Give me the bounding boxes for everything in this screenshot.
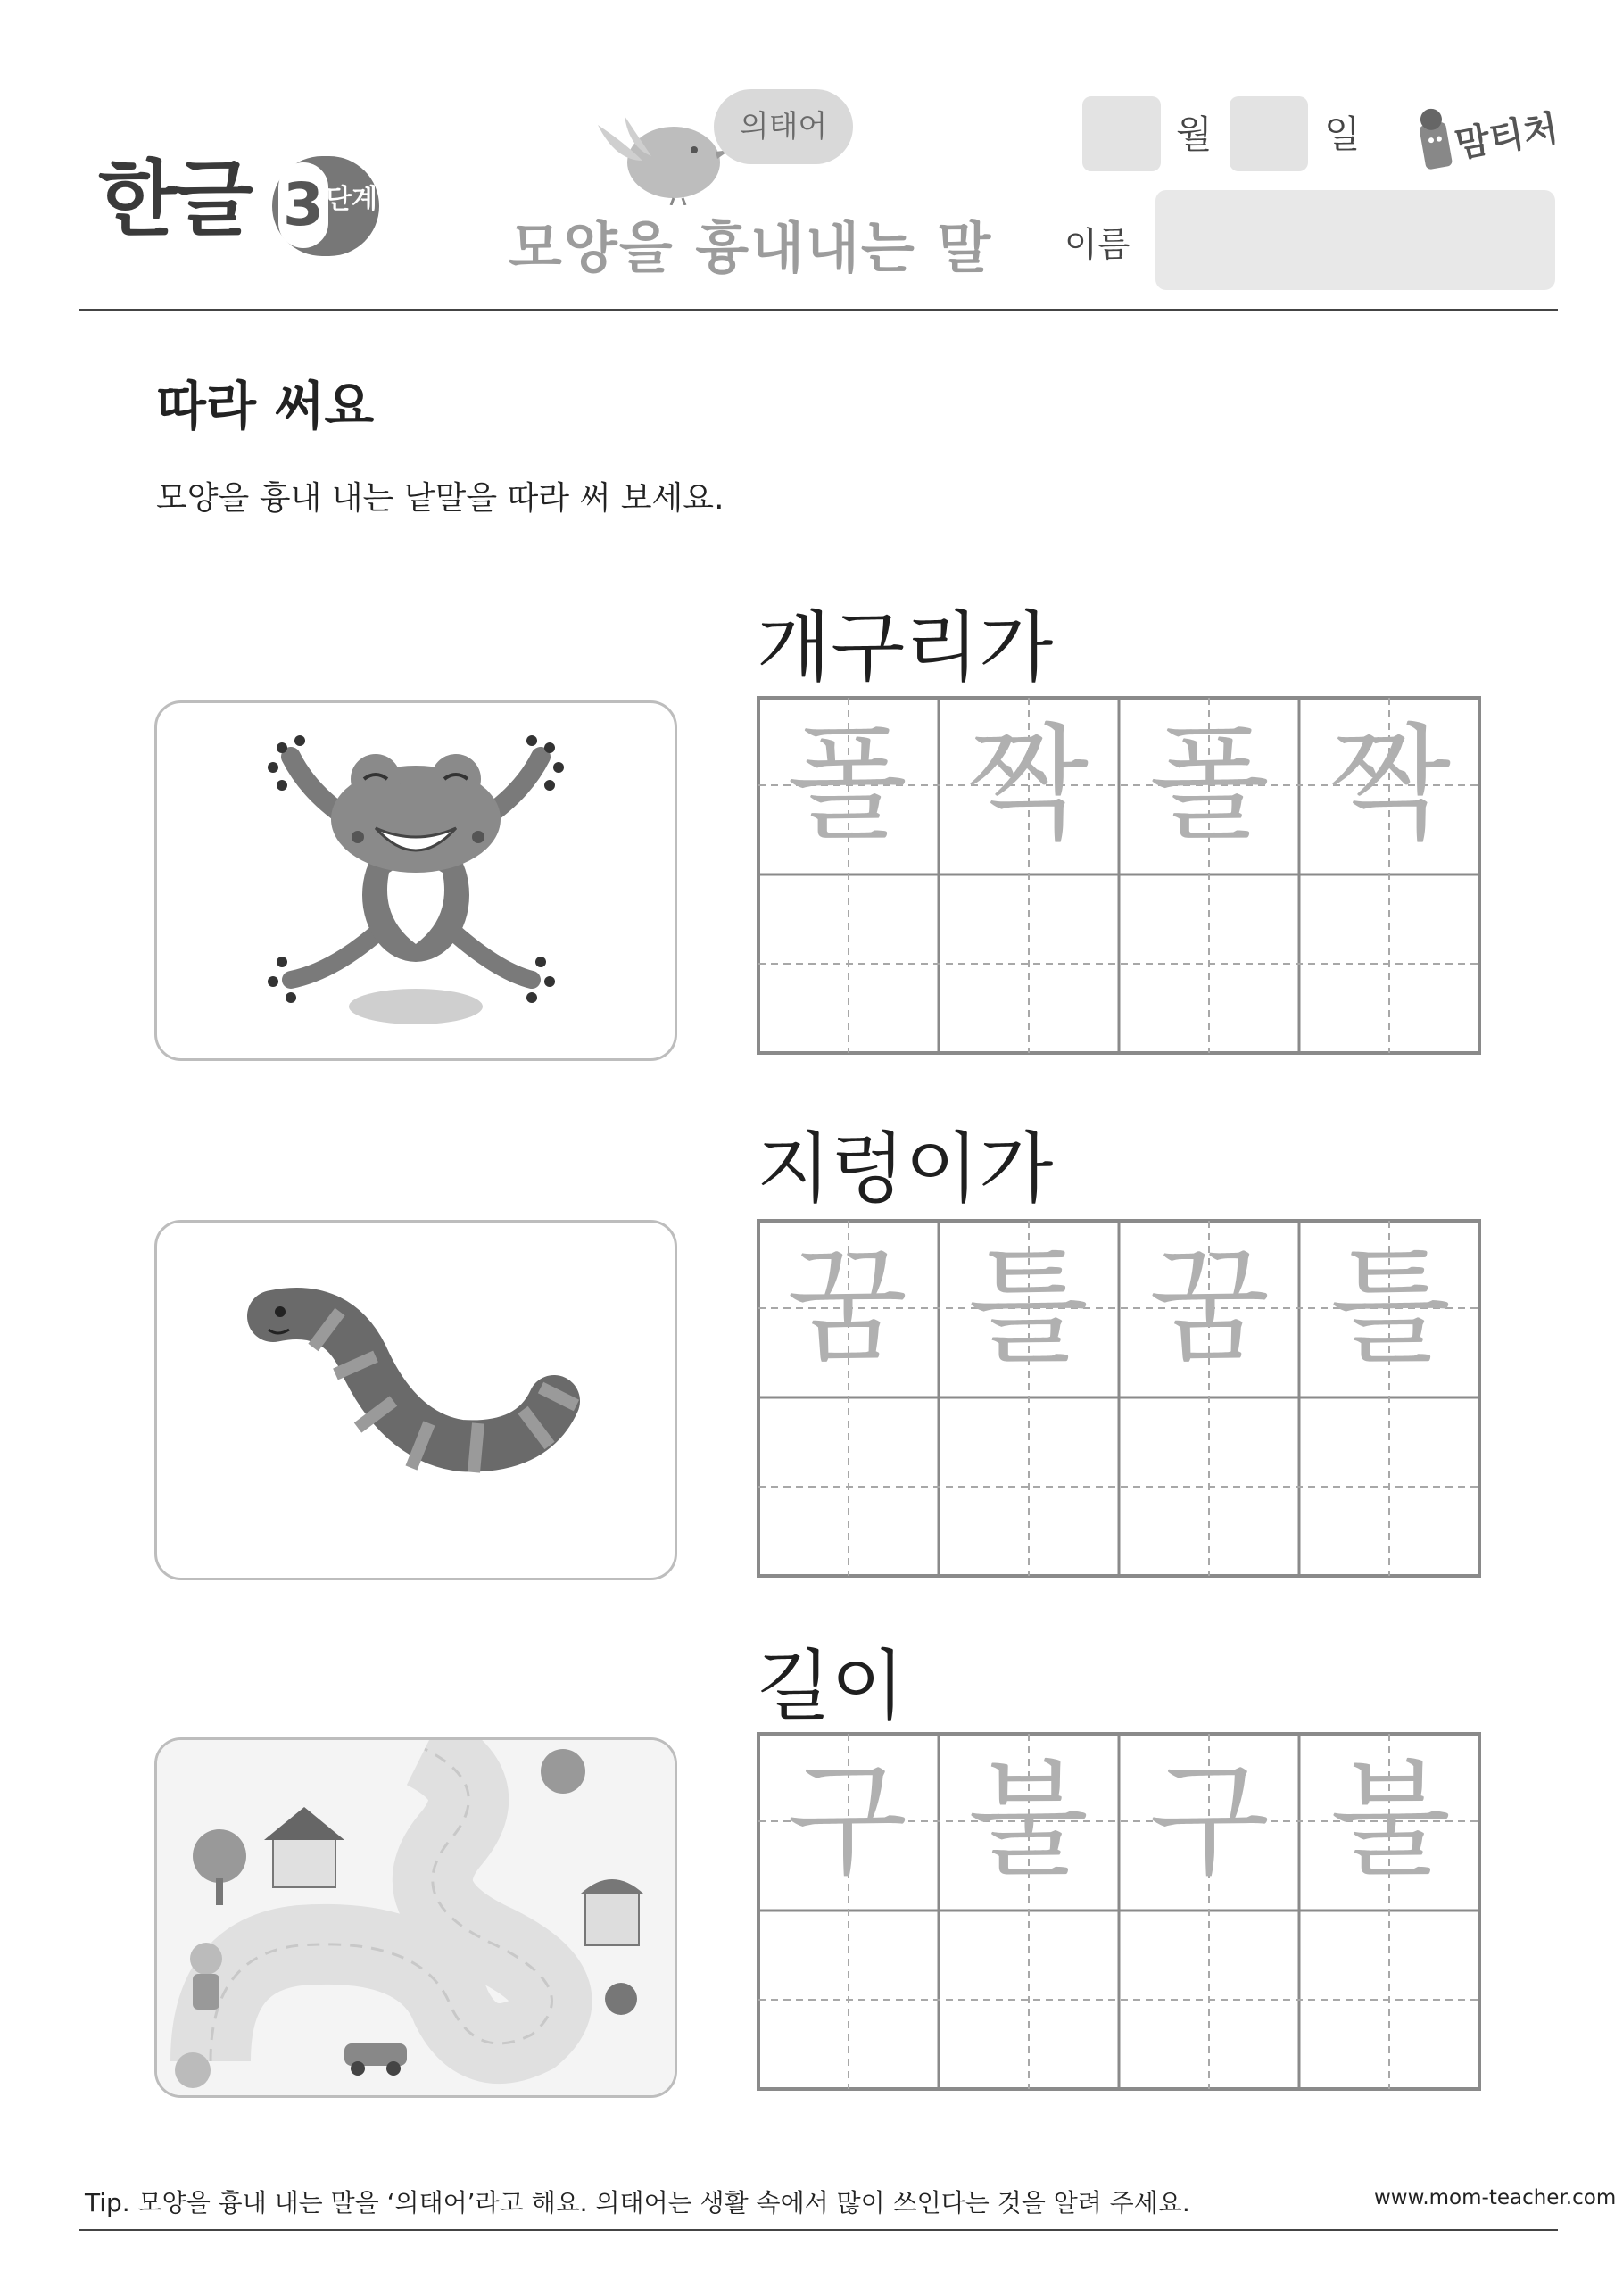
exercise-word-3: 길이	[757, 1642, 906, 1731]
trace-char: 폴	[786, 712, 908, 858]
trace-char: 폴	[1148, 712, 1271, 858]
name-input[interactable]	[1155, 190, 1555, 290]
month-label: 월	[1176, 112, 1213, 156]
trace-char: 꿈	[1148, 1235, 1271, 1380]
winding-road-icon	[157, 1740, 675, 2095]
day-input[interactable]	[1230, 96, 1308, 171]
page-subtitle: 모양을 흉내내는 말	[509, 215, 993, 280]
instruction-text: 모양을 흉내 내는 낱말을 따라 써 보세요.	[156, 480, 725, 517]
logo-title: 한글	[98, 152, 250, 247]
header-divider	[79, 309, 1558, 311]
footer-divider	[79, 2229, 1558, 2231]
trace-char: 꿈	[786, 1235, 908, 1380]
section-title: 따라 써요	[156, 376, 375, 436]
trace-char: 구	[1148, 1748, 1271, 1894]
worm-icon	[157, 1223, 675, 1578]
name-label: 이름	[1064, 225, 1130, 264]
exercise-word-2: 지렁이가	[757, 1124, 1054, 1214]
svg-text:맘티처: 맘티처	[1452, 107, 1561, 167]
stage-number: 3	[278, 162, 328, 248]
exercise-word-1: 개구리가	[757, 603, 1054, 692]
footer-tip: Tip. 모양을 흉내 내는 말을 ‘의태어’라고 해요. 의태어는 생활 속에서 많이 쓰인다는 것을 알려 주세요.	[85, 2188, 1190, 2217]
trace-char: 틀	[967, 1235, 1089, 1380]
trace-char: 짝	[967, 712, 1089, 858]
trace-char: 불	[1329, 1748, 1452, 1894]
month-input[interactable]	[1082, 96, 1161, 171]
tracing-grid-2[interactable]	[757, 1219, 1481, 1578]
brand-logo	[1414, 94, 1593, 174]
category-tag: 의태어	[714, 89, 853, 164]
stage-label: 단계	[326, 184, 377, 215]
trace-char: 짝	[1329, 712, 1452, 858]
trace-char: 구	[786, 1748, 908, 1894]
frog-icon	[157, 703, 675, 1058]
day-label: 일	[1324, 112, 1361, 156]
trace-char: 불	[967, 1748, 1089, 1894]
frog-picture	[154, 700, 677, 1061]
road-picture	[154, 1737, 677, 2098]
tracing-grid-1[interactable]	[757, 696, 1481, 1055]
trace-char: 틀	[1329, 1235, 1452, 1380]
worm-picture	[154, 1220, 677, 1580]
tracing-grid-3[interactable]	[757, 1732, 1481, 2091]
footer-url[interactable]: www.mom-teacher.com	[1374, 2186, 1617, 2209]
